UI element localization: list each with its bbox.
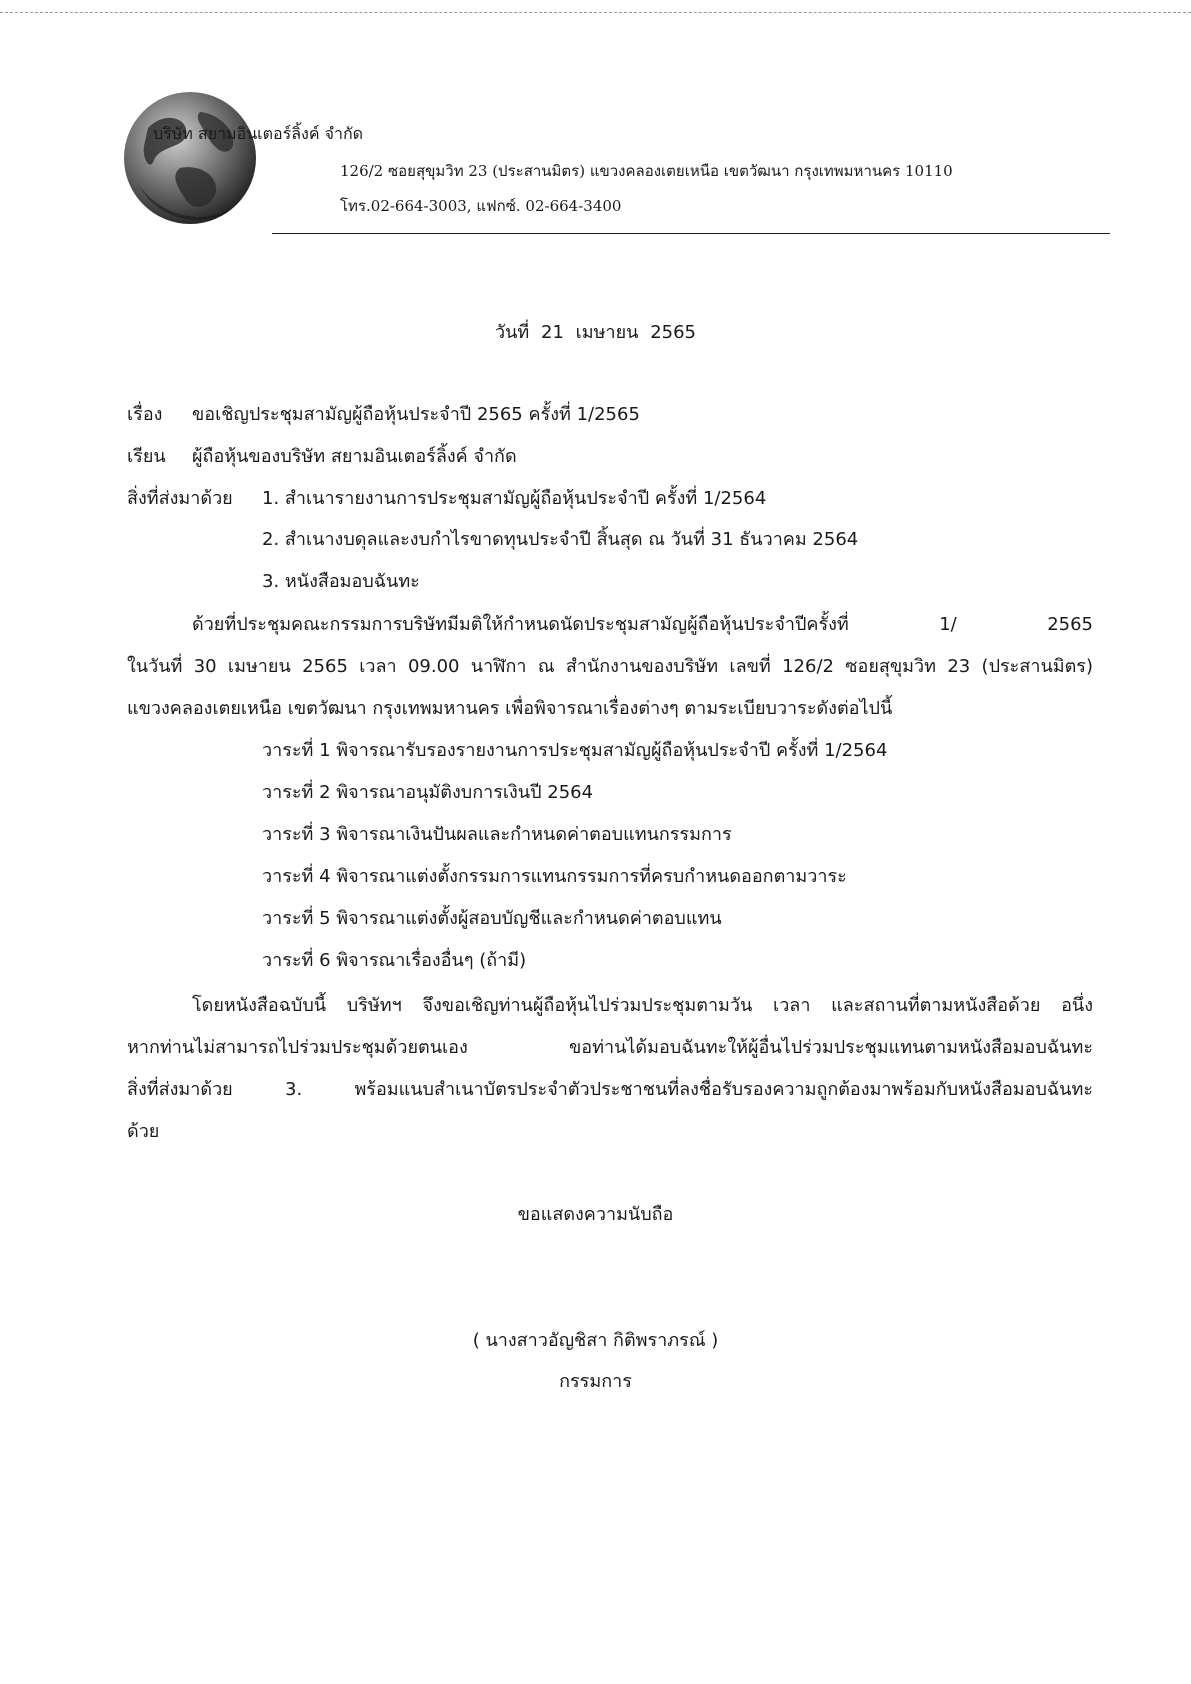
body-paragraph-line: ในวันที่ 30 เมษายน 2565 เวลา 09.00 นาฬิกา ณ สำนักงานของบริษัท เลขที่ 126/2 ซอยสุขุมวิท 23 (ประสานมิตร) bbox=[127, 656, 1093, 677]
body-paragraph-line: สิ่งที่ส่งมาด้วย 3. พร้อมแนบสำเนาบัตรประจำตัวประชาชนที่ลงชื่อรับรองความถูกต้องมาพร้อมกับหนังสือมอบฉันทะ bbox=[127, 1079, 1093, 1100]
agenda-item: วาระที่ 4 พิจารณาแต่งตั้งกรรมการแทนกรรมการที่ครบกำหนดออกตามวาระ bbox=[262, 866, 847, 887]
letter-date: วันที่ 21 เมษายน 2565 bbox=[495, 322, 696, 343]
company-name: บริษัท สยามอินเตอร์ลิ้งค์ จำกัด bbox=[153, 124, 364, 143]
closing-text: ขอแสดงความนับถือ bbox=[517, 1204, 674, 1225]
globe-logo-icon bbox=[120, 88, 260, 228]
enclosure-item: 3. หนังสือมอบฉันทะ bbox=[262, 571, 420, 592]
company-address: 126/2 ซอยสุขุมวิท 23 (ประสานมิตร) แขวงคลองเตยเหนือ เขตวัฒนา กรุงเทพมหานคร 10110 bbox=[340, 162, 953, 180]
agenda-item: วาระที่ 6 พิจารณาเรื่องอื่นๆ (ถ้ามี) bbox=[262, 950, 527, 971]
enclosure-item: 2. สำเนางบดุลและงบกำไรขาดทุนประจำปี สิ้นสุด ณ วันที่ 31 ธันวาคม 2564 bbox=[262, 529, 859, 550]
body-paragraph-line: โดยหนังสือฉบับนี้ บริษัทฯ จึงขอเชิญท่านผู้ถือหุ้นไปร่วมประชุมตามวัน เวลา และสถานที่ตามหนังสือด้วย อนึ่ง bbox=[192, 995, 1093, 1016]
signatory-name: ( นางสาวอัญชิสา กิติพราภรณ์ ) bbox=[472, 1330, 719, 1351]
agenda-item: วาระที่ 5 พิจารณาแต่งตั้งผู้สอบบัญชีและกำหนดค่าตอบแทน bbox=[262, 908, 722, 929]
agenda-item: วาระที่ 2 พิจารณาอนุมัติงบการเงินปี 2564 bbox=[262, 782, 594, 803]
subject-label: เรื่อง bbox=[127, 404, 163, 425]
agenda-item: วาระที่ 3 พิจารณาเงินปันผลและกำหนดค่าตอบแทนกรรมการ bbox=[262, 824, 732, 845]
letterhead-rule bbox=[272, 233, 1110, 234]
body-paragraph-line: ด้วย bbox=[127, 1121, 160, 1142]
agenda-item: วาระที่ 1 พิจารณารับรองรายงานการประชุมสามัญผู้ถือหุ้นประจำปี ครั้งที่ 1/2564 bbox=[262, 740, 888, 761]
body-paragraph-line: หากท่านไม่สามารถไปร่วมประชุมด้วยตนเอง ขอท่านได้มอบฉันทะให้ผู้อื่นไปร่วมประชุมแทนตามหนังสือมอบฉันทะ bbox=[127, 1037, 1093, 1058]
recipient-text: ผู้ถือหุ้นของบริษัท สยามอินเตอร์ลิ้งค์ จำกัด bbox=[192, 446, 517, 467]
body-paragraph-line: ด้วยที่ประชุมคณะกรรมการบริษัทมีมติให้กำหนดนัดประชุมสามัญผู้ถือหุ้นประจำปีครั้งที่ 1/ 2565 bbox=[192, 614, 1093, 635]
body-paragraph-line: แขวงคลองเตยเหนือ เขตวัฒนา กรุงเทพมหานคร เพื่อพิจารณาเรื่องต่างๆ ตามระเบียบวาระดังต่อไปนี้ bbox=[127, 698, 893, 719]
enclosure-item: 1. สำเนารายงานการประชุมสามัญผู้ถือหุ้นประจำปี ครั้งที่ 1/2564 bbox=[262, 488, 767, 509]
scan-edge bbox=[0, 12, 1191, 13]
subject-text: ขอเชิญประชุมสามัญผู้ถือหุ้นประจำปี 2565 ครั้งที่ 1/2565 bbox=[192, 404, 640, 425]
signatory-title: กรรมการ bbox=[559, 1371, 632, 1392]
enclosures-label: สิ่งที่ส่งมาด้วย bbox=[127, 488, 233, 509]
company-phone: โทร.02-664-3003, แฟกซ์. 02-664-3400 bbox=[340, 197, 622, 215]
recipient-label: เรียน bbox=[127, 446, 166, 467]
